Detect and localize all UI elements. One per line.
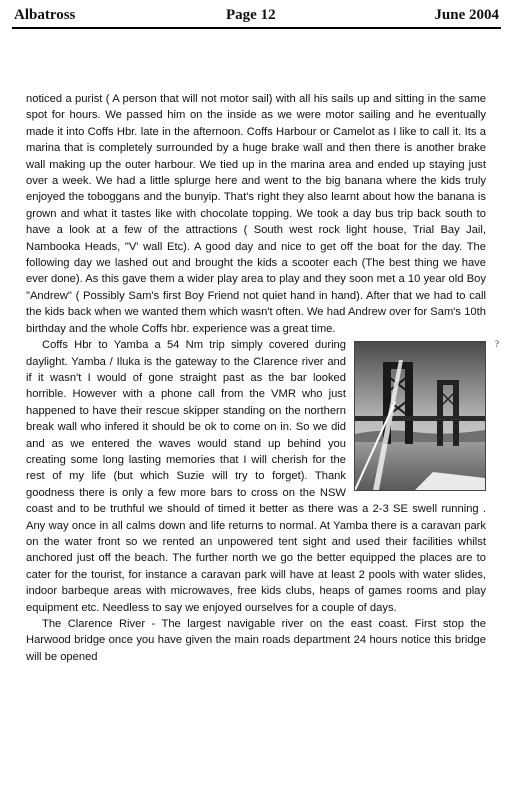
issue-date: June 2004	[434, 7, 499, 23]
page-header	[14, 5, 499, 27]
article-paragraph-2: Coffs Hbr to Yamba a 54 Nm trip simply covered during daylight. Yamba / Iluka is the gateway to the Clarence river and if it wasn't I would of gone straight past as the bar looked horrible. However with a phone call from the VMR who just happened to have their rescue skipper standing on the northern break wall who infered it should be ok to come on in. So we did and as we entered the waves would stand up behind you creating some long lasting memories that I will cherish for the rest of my life (but which Suzie will try to forget). Thank goodness there is only a few more bars to cross on the NSW coast and to be truthful we should of timed it better as there was a 2-3 SE swell running . Any way once in all calms down and life returns to normal. At Yamba there is a caravan park on the water front so we rented an unpowered tent sight and used their facilities whilst anchored just off the beach. The further north we go the better equipped the places are to cater for the tourist, for instance a caravan park will have at least 2 pools with water slides, indoor barbeque areas with microwaves, free kids clubs, heaps of games rooms and play equipment etc. Needless to say we enjoyed ourselves for a couple of days.	[26, 339, 486, 614]
newsletter-title: Albatross	[14, 7, 76, 23]
bridge-photo	[354, 341, 486, 491]
page-number: Page 12	[226, 7, 276, 23]
article-paragraph-1: noticed a purist ( A person that will not motor sail) with all his sails up and sitting in the same spot for hours. We passed him on the inside as we were motor sailing and he eventually made it into Coffs Hbr. late in the afternoon. Coffs Harbour or Camelot as I like to call it. Its a marina that is completely surrounded by a huge brake wall and then there is another brake wall making up the outer harbour. We tied up in the marina area and ended up staying just over a week. We had a little splurge here and went to the big banana where the kids truly enjoyed the toboggans and the bunyip. That's right they also learnt about how the banana is grown and what it tastes like with chocolate topping. We took a day bus trip back south to have a look at a few of the attractions ( South west rock light house, Trial Bay Jail, Nambooka Heads, "V' wall Etc). A good day and nice to get off the boat for the day. The following day we lashed out and brought the kids a scooter each (The best thing we have ever done). As this gave them a wider play area to play and they soon met a 10 year old Boy "Andrew" ( Possibly Sam's first Boy Friend not quiet hand in hand). After that we had to call the kids back when we wanted them which wasn't often. We had Andrew over for Sam's 10th birthday and the whole Coffs hbr. experience was a great time.	[26, 93, 486, 335]
bridge-photo-image	[355, 342, 485, 490]
header-rule	[12, 27, 501, 29]
article-body	[26, 91, 486, 665]
margin-mark: ?	[495, 339, 499, 349]
article-paragraph-3: The Clarence River - The largest navigable river on the east coast. First stop the Harwood bridge once you have given the main roads department 24 hours notice this bridge will be opened	[26, 618, 486, 663]
